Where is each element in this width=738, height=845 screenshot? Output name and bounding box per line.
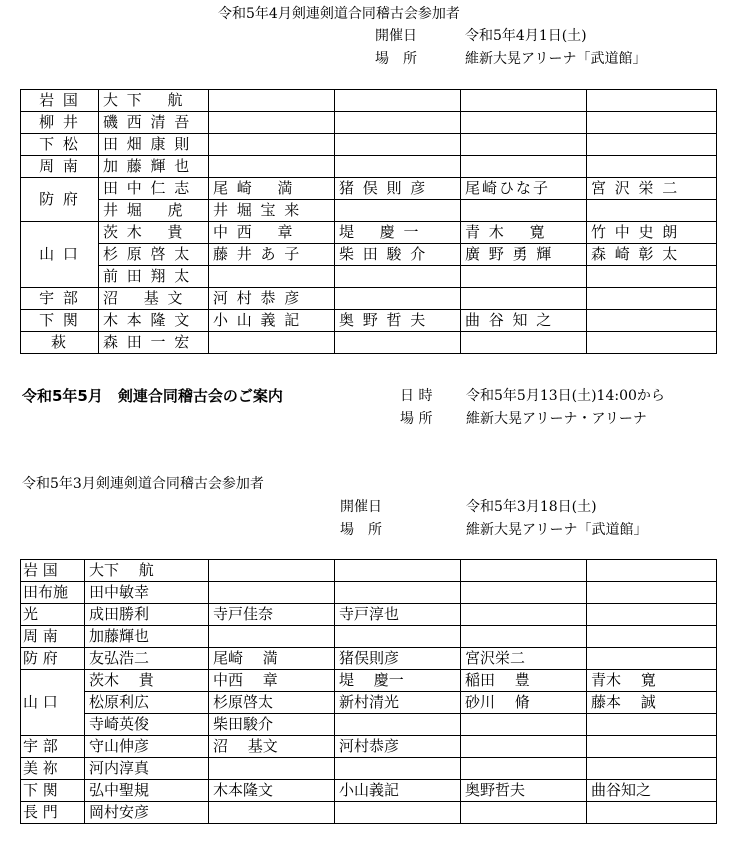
name-cell: 宮沢栄二 bbox=[461, 648, 587, 670]
may-place-label: 場 所 bbox=[400, 411, 433, 427]
table-row bbox=[21, 90, 717, 112]
name-cell: 河村恭彦 bbox=[335, 736, 461, 758]
name-cell: 中西 章 bbox=[209, 670, 335, 692]
name-cell: 尾崎ひな子 bbox=[461, 178, 587, 200]
april-roster-table bbox=[20, 89, 717, 354]
name-cell bbox=[587, 112, 717, 134]
name-cell: 寺戸淳也 bbox=[335, 604, 461, 626]
name-cell: 曲谷知之 bbox=[587, 780, 717, 802]
name-cell: 加藤輝也 bbox=[85, 626, 209, 648]
name-cell bbox=[587, 582, 717, 604]
name-cell bbox=[335, 288, 461, 310]
name-cell: 河内淳真 bbox=[85, 758, 209, 780]
table-row bbox=[21, 134, 717, 156]
name-cell: 友弘浩二 bbox=[85, 648, 209, 670]
name-cell: 寺崎英俊 bbox=[85, 714, 209, 736]
table-row bbox=[21, 802, 717, 824]
region-cell: 宇 部 bbox=[21, 288, 99, 310]
table-row bbox=[21, 780, 717, 802]
name-cell bbox=[587, 802, 717, 824]
name-cell bbox=[587, 288, 717, 310]
name-cell bbox=[587, 560, 717, 582]
name-cell bbox=[209, 90, 335, 112]
march-place-label: 場 所 bbox=[340, 522, 382, 538]
name-cell bbox=[335, 582, 461, 604]
region-cell: 田布施 bbox=[21, 582, 85, 604]
march-roster-table bbox=[20, 559, 717, 824]
march-title: 令和5年3月剣連剣道合同稽古会参加者 bbox=[22, 476, 264, 492]
april-place-value: 維新大晃アリーナ「武道館」 bbox=[465, 51, 647, 67]
name-cell: 新村清光 bbox=[335, 692, 461, 714]
region-cell: 下 松 bbox=[21, 134, 99, 156]
name-cell: 磯 西 清 吾 bbox=[99, 112, 209, 134]
name-cell: 茨木 貴 bbox=[85, 670, 209, 692]
region-cell: 防 府 bbox=[21, 648, 85, 670]
may-place-value: 維新大晃アリーナ・アリーナ bbox=[466, 411, 647, 427]
table-row bbox=[21, 222, 717, 244]
name-cell: 森 田 一 宏 bbox=[99, 332, 209, 354]
name-cell: 猪俣則彦 bbox=[335, 648, 461, 670]
region-cell: 長 門 bbox=[21, 802, 85, 824]
table-row bbox=[21, 266, 717, 288]
table-row bbox=[21, 244, 717, 266]
name-cell bbox=[461, 560, 587, 582]
name-cell: 大 下 航 bbox=[99, 90, 209, 112]
name-cell bbox=[335, 112, 461, 134]
name-cell: 杉 原 啓 太 bbox=[99, 244, 209, 266]
region-cell: 周 南 bbox=[21, 156, 99, 178]
name-cell bbox=[587, 134, 717, 156]
name-cell: 尾崎 満 bbox=[209, 648, 335, 670]
name-cell: 井 堀 虎 bbox=[99, 200, 209, 222]
name-cell bbox=[335, 332, 461, 354]
name-cell bbox=[587, 90, 717, 112]
name-cell: 岡村安彦 bbox=[85, 802, 209, 824]
name-cell: 井 堀 宝 来 bbox=[209, 200, 335, 222]
name-cell bbox=[587, 200, 717, 222]
name-cell bbox=[335, 200, 461, 222]
name-cell: 柴 田 駿 介 bbox=[335, 244, 461, 266]
name-cell: 宮 沢 栄 二 bbox=[587, 178, 717, 200]
table-row bbox=[21, 670, 717, 692]
name-cell: 弘中聖規 bbox=[85, 780, 209, 802]
name-cell bbox=[209, 266, 335, 288]
march-place-value: 維新大晃アリーナ「武道館」 bbox=[466, 522, 648, 538]
name-cell bbox=[335, 802, 461, 824]
name-cell bbox=[209, 626, 335, 648]
name-cell bbox=[209, 582, 335, 604]
name-cell bbox=[209, 134, 335, 156]
name-cell bbox=[461, 90, 587, 112]
name-cell: 田 畑 康 則 bbox=[99, 134, 209, 156]
name-cell: 中 西 章 bbox=[209, 222, 335, 244]
name-cell bbox=[461, 626, 587, 648]
name-cell bbox=[335, 90, 461, 112]
name-cell bbox=[461, 156, 587, 178]
may-date-label: 日 時 bbox=[400, 388, 433, 404]
region-cell: 美 祢 bbox=[21, 758, 85, 780]
name-cell: 堤 慶 一 bbox=[335, 222, 461, 244]
may-date-value: 令和5年5月13日(土)14:00から bbox=[466, 388, 665, 404]
name-cell bbox=[461, 134, 587, 156]
name-cell: 田 中 仁 志 bbox=[99, 178, 209, 200]
table-row bbox=[21, 178, 717, 200]
name-cell: 奥野哲夫 bbox=[461, 780, 587, 802]
name-cell bbox=[461, 288, 587, 310]
region-cell: 防 府 bbox=[21, 178, 99, 222]
table-row bbox=[21, 758, 717, 780]
name-cell bbox=[461, 582, 587, 604]
name-cell: 小山義記 bbox=[335, 780, 461, 802]
region-cell: 宇 部 bbox=[21, 736, 85, 758]
name-cell: 竹 中 史 朗 bbox=[587, 222, 717, 244]
name-cell bbox=[461, 200, 587, 222]
name-cell bbox=[461, 112, 587, 134]
table-row bbox=[21, 648, 717, 670]
march-date-value: 令和5年3月18日(土) bbox=[466, 499, 597, 515]
name-cell bbox=[335, 266, 461, 288]
name-cell: 木本隆文 bbox=[209, 780, 335, 802]
name-cell bbox=[461, 604, 587, 626]
name-cell bbox=[209, 332, 335, 354]
name-cell: 加 藤 輝 也 bbox=[99, 156, 209, 178]
region-cell: 山 口 bbox=[21, 222, 99, 288]
name-cell bbox=[461, 266, 587, 288]
table-row bbox=[21, 200, 717, 222]
name-cell bbox=[335, 626, 461, 648]
name-cell bbox=[587, 332, 717, 354]
name-cell: 河 村 恭 彦 bbox=[209, 288, 335, 310]
name-cell: 小 山 義 記 bbox=[209, 310, 335, 332]
table-row bbox=[21, 332, 717, 354]
name-cell: 堤 慶一 bbox=[335, 670, 461, 692]
name-cell bbox=[587, 736, 717, 758]
name-cell bbox=[335, 758, 461, 780]
region-cell: 山 口 bbox=[21, 670, 85, 736]
name-cell bbox=[209, 156, 335, 178]
name-cell bbox=[587, 626, 717, 648]
name-cell: 成田勝利 bbox=[85, 604, 209, 626]
table-row bbox=[21, 714, 717, 736]
name-cell: 青 木 寛 bbox=[461, 222, 587, 244]
name-cell: 杉原啓太 bbox=[209, 692, 335, 714]
name-cell bbox=[587, 266, 717, 288]
name-cell bbox=[461, 714, 587, 736]
table-row bbox=[21, 560, 717, 582]
name-cell: 青木 寛 bbox=[587, 670, 717, 692]
region-cell: 萩 bbox=[21, 332, 99, 354]
name-cell: 尾 崎 満 bbox=[209, 178, 335, 200]
table-row bbox=[21, 604, 717, 626]
name-cell: 木 本 隆 文 bbox=[99, 310, 209, 332]
name-cell: 寺戸佳奈 bbox=[209, 604, 335, 626]
name-cell: 前 田 翔 太 bbox=[99, 266, 209, 288]
name-cell: 沼 基 文 bbox=[99, 288, 209, 310]
name-cell: 大下 航 bbox=[85, 560, 209, 582]
name-cell: 茨 木 貴 bbox=[99, 222, 209, 244]
name-cell bbox=[587, 714, 717, 736]
name-cell bbox=[587, 604, 717, 626]
april-place-label: 場 所 bbox=[375, 51, 417, 67]
table-row bbox=[21, 288, 717, 310]
table-row bbox=[21, 626, 717, 648]
table-row bbox=[21, 112, 717, 134]
region-cell: 柳 井 bbox=[21, 112, 99, 134]
name-cell bbox=[209, 112, 335, 134]
name-cell: 守山伸彦 bbox=[85, 736, 209, 758]
name-cell: 沼 基文 bbox=[209, 736, 335, 758]
name-cell: 柴田駿介 bbox=[209, 714, 335, 736]
name-cell: 猪 俣 則 彦 bbox=[335, 178, 461, 200]
table-row bbox=[21, 156, 717, 178]
name-cell bbox=[335, 156, 461, 178]
april-date-label: 開催日 bbox=[375, 28, 417, 44]
name-cell bbox=[461, 758, 587, 780]
name-cell bbox=[587, 156, 717, 178]
name-cell: 砂川 脩 bbox=[461, 692, 587, 714]
region-cell: 岩 国 bbox=[21, 90, 99, 112]
name-cell: 田中敏幸 bbox=[85, 582, 209, 604]
name-cell: 廣 野 勇 輝 bbox=[461, 244, 587, 266]
april-title: 令和5年4月剣連剣道合同稽古会参加者 bbox=[218, 6, 460, 22]
name-cell: 稲田 豊 bbox=[461, 670, 587, 692]
name-cell bbox=[587, 758, 717, 780]
table-row bbox=[21, 582, 717, 604]
name-cell bbox=[461, 802, 587, 824]
region-cell: 下 関 bbox=[21, 310, 99, 332]
name-cell: 曲 谷 知 之 bbox=[461, 310, 587, 332]
region-cell: 下 関 bbox=[21, 780, 85, 802]
table-row bbox=[21, 692, 717, 714]
table-row bbox=[21, 736, 717, 758]
region-cell: 周 南 bbox=[21, 626, 85, 648]
name-cell bbox=[587, 310, 717, 332]
name-cell: 藤本 誠 bbox=[587, 692, 717, 714]
name-cell bbox=[335, 714, 461, 736]
name-cell bbox=[335, 560, 461, 582]
name-cell bbox=[461, 332, 587, 354]
name-cell bbox=[209, 560, 335, 582]
region-cell: 岩 国 bbox=[21, 560, 85, 582]
name-cell: 森 崎 彰 太 bbox=[587, 244, 717, 266]
name-cell bbox=[209, 802, 335, 824]
name-cell bbox=[587, 648, 717, 670]
may-title: 令和5年5月 剣連合同稽古会のご案内 bbox=[22, 387, 283, 405]
name-cell bbox=[209, 758, 335, 780]
march-date-label: 開催日 bbox=[340, 499, 382, 515]
april-date-value: 令和5年4月1日(土) bbox=[465, 28, 587, 44]
name-cell bbox=[335, 134, 461, 156]
name-cell: 松原利広 bbox=[85, 692, 209, 714]
region-cell: 光 bbox=[21, 604, 85, 626]
table-row bbox=[21, 310, 717, 332]
name-cell bbox=[461, 736, 587, 758]
name-cell: 藤 井 あ 子 bbox=[209, 244, 335, 266]
name-cell: 奥 野 哲 夫 bbox=[335, 310, 461, 332]
